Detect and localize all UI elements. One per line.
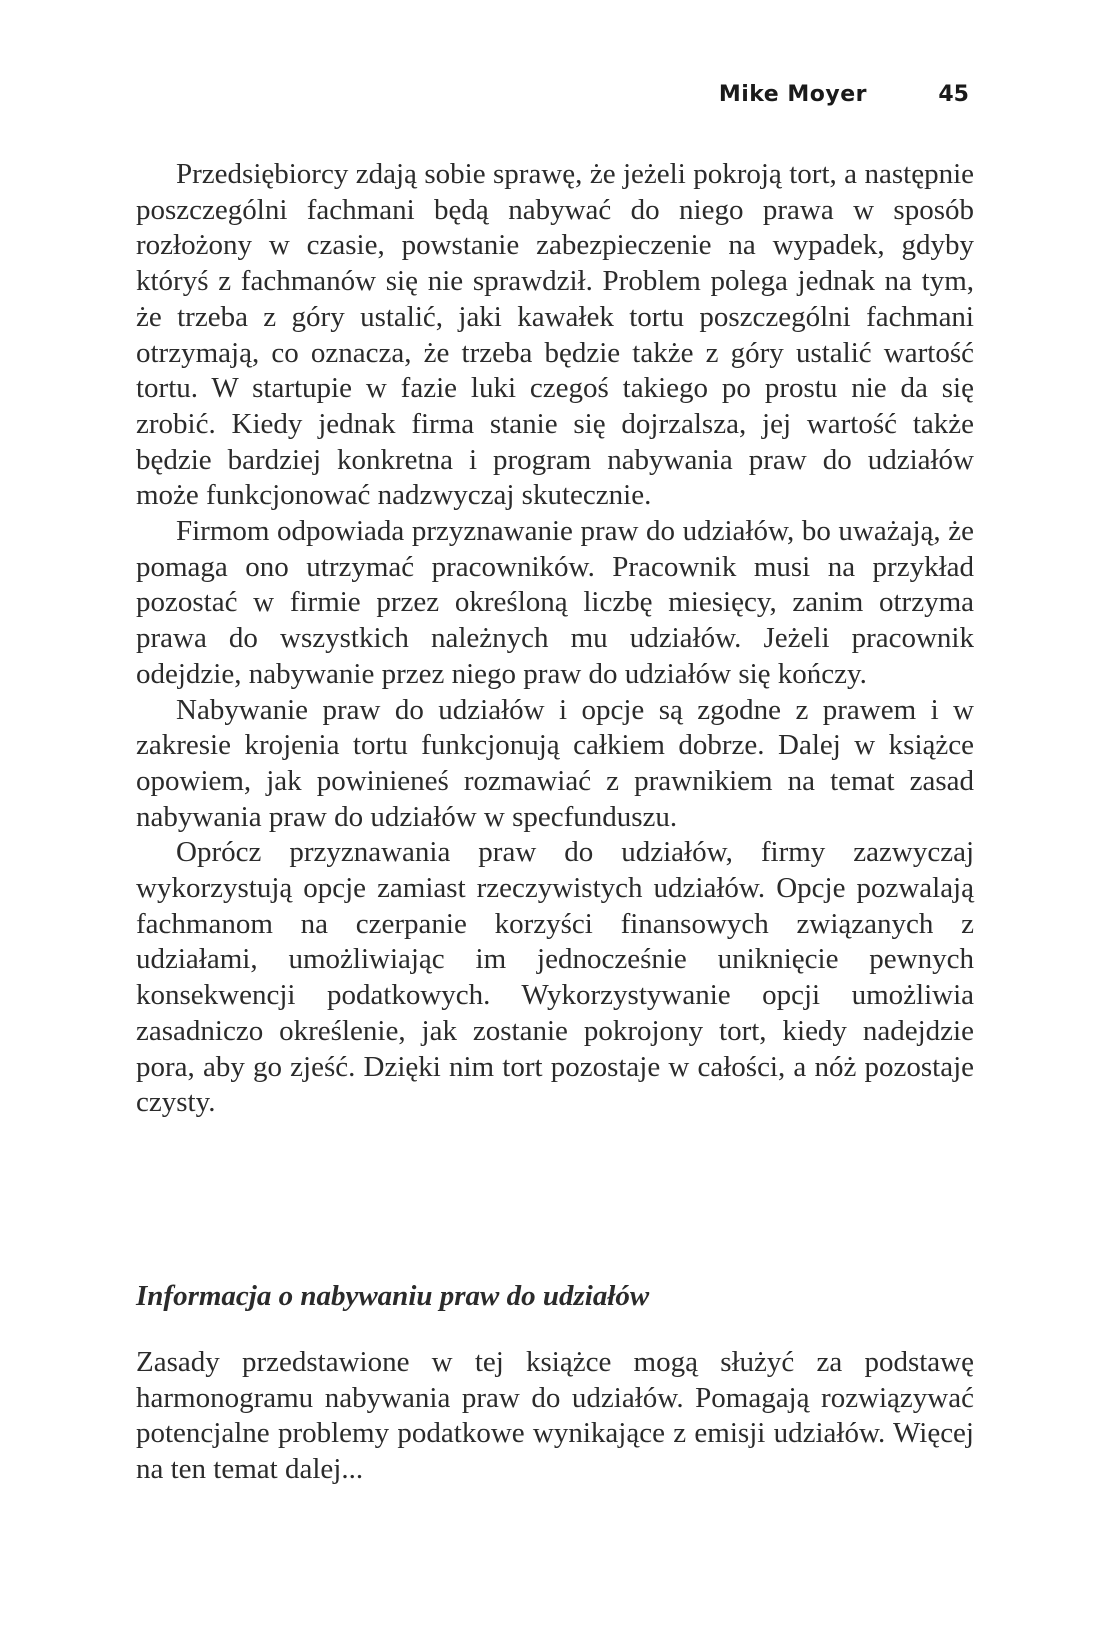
section-heading: Informacja o nabywaniu praw do udziałów	[136, 1280, 650, 1312]
running-header-author: Mike Moyer	[718, 82, 867, 107]
paragraph: Przedsiębiorcy zdają sobie sprawę, że jeżeli pokroją tort, a następnie poszczególni fachmani będą nabywać do niego prawa w sposób rozłożony w czasie, powstanie zabezpieczenie na wypadek, gdyby któryś z fachmanów się nie sprawdził. Problem polega jednak na tym, że trzeba z góry ustalić, jaki kawałek tortu poszczególni fachmani otrzymają, co oznacza, że trzeba będzie także z góry ustalić wartość tortu. W startupie w fazie luki czegoś takiego po prostu nie da się zrobić. Kiedy jednak firma stanie się dojrzalsza, jej wartość także będzie bardziej konkretna i program nabywania praw do udziałów może funkcjonować nadzwyczaj skutecznie.	[136, 158, 974, 512]
section-body	[136, 1345, 974, 1488]
page-header	[700, 82, 972, 122]
body-text	[136, 157, 974, 1121]
paragraph: Nabywanie praw do udziałów i opcje są zgodne z prawem i w zakresie krojenia tortu funkcjonują całkiem dobrze. Dalej w książce opowiem, jak powinieneś rozmawiać z prawnikiem na temat zasad nabywania praw do udziałów w specfunduszu.	[136, 693, 974, 833]
paragraph: Oprócz przyznawania praw do udziałów, firmy zazwyczaj wykorzystują opcje zamiast rzeczywistych udziałów. Opcje pozwalają fachmanom na czerpanie korzyści finansowych związanych z udziałami, umożliwiając im jednocześnie uniknięcie pewnych konsekwencji podatkowych. Wykorzystywanie opcji umożliwia zasadniczo określenie, jak zostanie pokrojony tort, kiedy nadejdzie pora, aby go zjeść. Dzięki nim tort pozostaje w całości, a nóż pozostaje czysty.	[136, 836, 974, 1119]
section-paragraph: Zasady przedstawione w tej książce mogą służyć za podstawę harmonogramu nabywania praw do udziałów. Pomagają rozwiązywać potencjalne problemy podatkowe wynikające z emisji udziałów. Więcej na ten temat dalej...	[136, 1346, 974, 1486]
paragraph: Firmom odpowiada przyznawanie praw do udziałów, bo uważają, że pomaga ono utrzymać pracowników. Pracownik musi na przykład pozostać w firmie przez określoną liczbę miesięcy, zanim otrzyma prawa do wszystkich należnych mu udziałów. Jeżeli pracownik odejdzie, nabywanie przez niego praw do udziałów się kończy.	[136, 515, 974, 690]
page-number: 45	[938, 82, 969, 107]
